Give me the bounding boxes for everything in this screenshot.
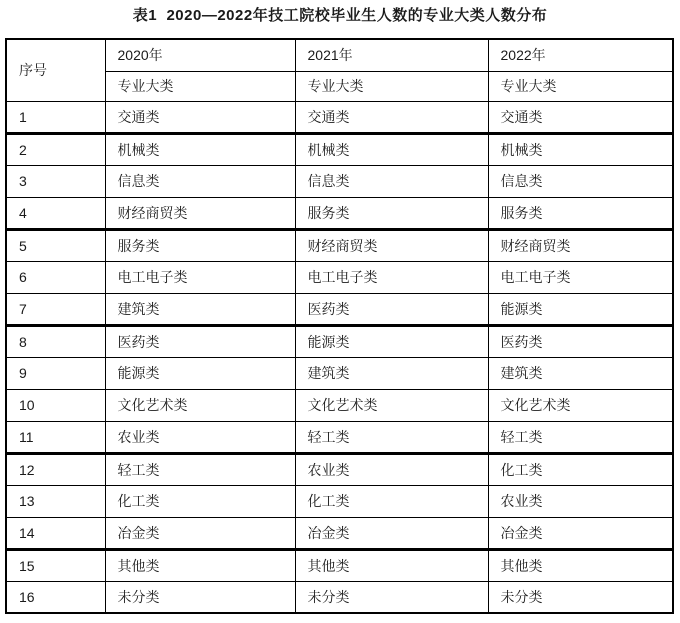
cell-row-number: 4 [6,197,105,229]
cell-2021-category: 财经商贸类 [295,229,488,261]
cell-2021-category: 电工电子类 [295,261,488,293]
subheader-category-2021: 专业大类 [295,71,488,101]
cell-2020-category: 财经商贸类 [105,197,295,229]
table-row [6,197,673,229]
header-year-2022: 2022年 [488,39,673,71]
cell-2020-category: 交通类 [105,101,295,133]
cell-2020-category: 冶金类 [105,517,295,549]
cell-row-number: 9 [6,357,105,389]
cell-row-number: 8 [6,325,105,357]
table-body [6,101,673,613]
cell-2020-category: 化工类 [105,485,295,517]
cell-2020-category: 其他类 [105,549,295,581]
table-row [6,101,673,133]
table-row [6,517,673,549]
cell-2020-category: 信息类 [105,165,295,197]
table-row [6,293,673,325]
cell-row-number: 12 [6,453,105,485]
header-year-2021: 2021年 [295,39,488,71]
table-title: 表1 2020—2022年技工院校毕业生人数的专业大类人数分布 [132,7,548,24]
cell-row-number: 16 [6,581,105,613]
header-row-number: 序号 [6,39,105,101]
cell-2020-category: 未分类 [105,581,295,613]
cell-2022-category: 农业类 [488,485,673,517]
cell-row-number: 15 [6,549,105,581]
cell-row-number: 10 [6,389,105,421]
header-year-row [6,39,673,71]
graduates-by-major-table [5,38,674,614]
cell-2022-category: 冶金类 [488,517,673,549]
subheader-category-2020: 专业大类 [105,71,295,101]
subheader-category-2022: 专业大类 [488,71,673,101]
cell-2022-category: 能源类 [488,293,673,325]
table-header [6,39,673,101]
cell-row-number: 2 [6,133,105,165]
cell-2020-category: 建筑类 [105,293,295,325]
header-year-2020: 2020年 [105,39,295,71]
table-row [6,325,673,357]
cell-2020-category: 电工电子类 [105,261,295,293]
table-row [6,229,673,261]
table-row [6,581,673,613]
cell-2022-category: 轻工类 [488,421,673,453]
cell-2021-category: 冶金类 [295,517,488,549]
table-row [6,165,673,197]
cell-2021-category: 文化艺术类 [295,389,488,421]
table-row [6,133,673,165]
cell-2021-category: 医药类 [295,293,488,325]
cell-2021-category: 未分类 [295,581,488,613]
cell-row-number: 3 [6,165,105,197]
cell-2022-category: 建筑类 [488,357,673,389]
table-row [6,389,673,421]
cell-row-number: 7 [6,293,105,325]
cell-2022-category: 医药类 [488,325,673,357]
table-row [6,261,673,293]
cell-row-number: 14 [6,517,105,549]
table-row [6,421,673,453]
cell-2022-category: 机械类 [488,133,673,165]
cell-row-number: 1 [6,101,105,133]
cell-2021-category: 化工类 [295,485,488,517]
cell-row-number: 11 [6,421,105,453]
cell-2020-category: 农业类 [105,421,295,453]
cell-2021-category: 信息类 [295,165,488,197]
cell-2021-category: 其他类 [295,549,488,581]
cell-2021-category: 轻工类 [295,421,488,453]
cell-2020-category: 机械类 [105,133,295,165]
cell-2022-category: 化工类 [488,453,673,485]
cell-2021-category: 能源类 [295,325,488,357]
header-subcategory-row [6,71,673,101]
cell-2020-category: 能源类 [105,357,295,389]
cell-2022-category: 财经商贸类 [488,229,673,261]
table-row [6,453,673,485]
table-row [6,549,673,581]
cell-2020-category: 轻工类 [105,453,295,485]
cell-2020-category: 医药类 [105,325,295,357]
cell-2022-category: 服务类 [488,197,673,229]
cell-2022-category: 电工电子类 [488,261,673,293]
cell-2021-category: 机械类 [295,133,488,165]
table-row [6,485,673,517]
cell-2020-category: 服务类 [105,229,295,261]
cell-2022-category: 信息类 [488,165,673,197]
cell-2021-category: 服务类 [295,197,488,229]
cell-2022-category: 未分类 [488,581,673,613]
table-row [6,357,673,389]
cell-2021-category: 交通类 [295,101,488,133]
cell-row-number: 6 [6,261,105,293]
cell-2020-category: 文化艺术类 [105,389,295,421]
cell-row-number: 5 [6,229,105,261]
cell-2021-category: 建筑类 [295,357,488,389]
cell-2021-category: 农业类 [295,453,488,485]
cell-2022-category: 交通类 [488,101,673,133]
cell-row-number: 13 [6,485,105,517]
cell-2022-category: 文化艺术类 [488,389,673,421]
cell-2022-category: 其他类 [488,549,673,581]
